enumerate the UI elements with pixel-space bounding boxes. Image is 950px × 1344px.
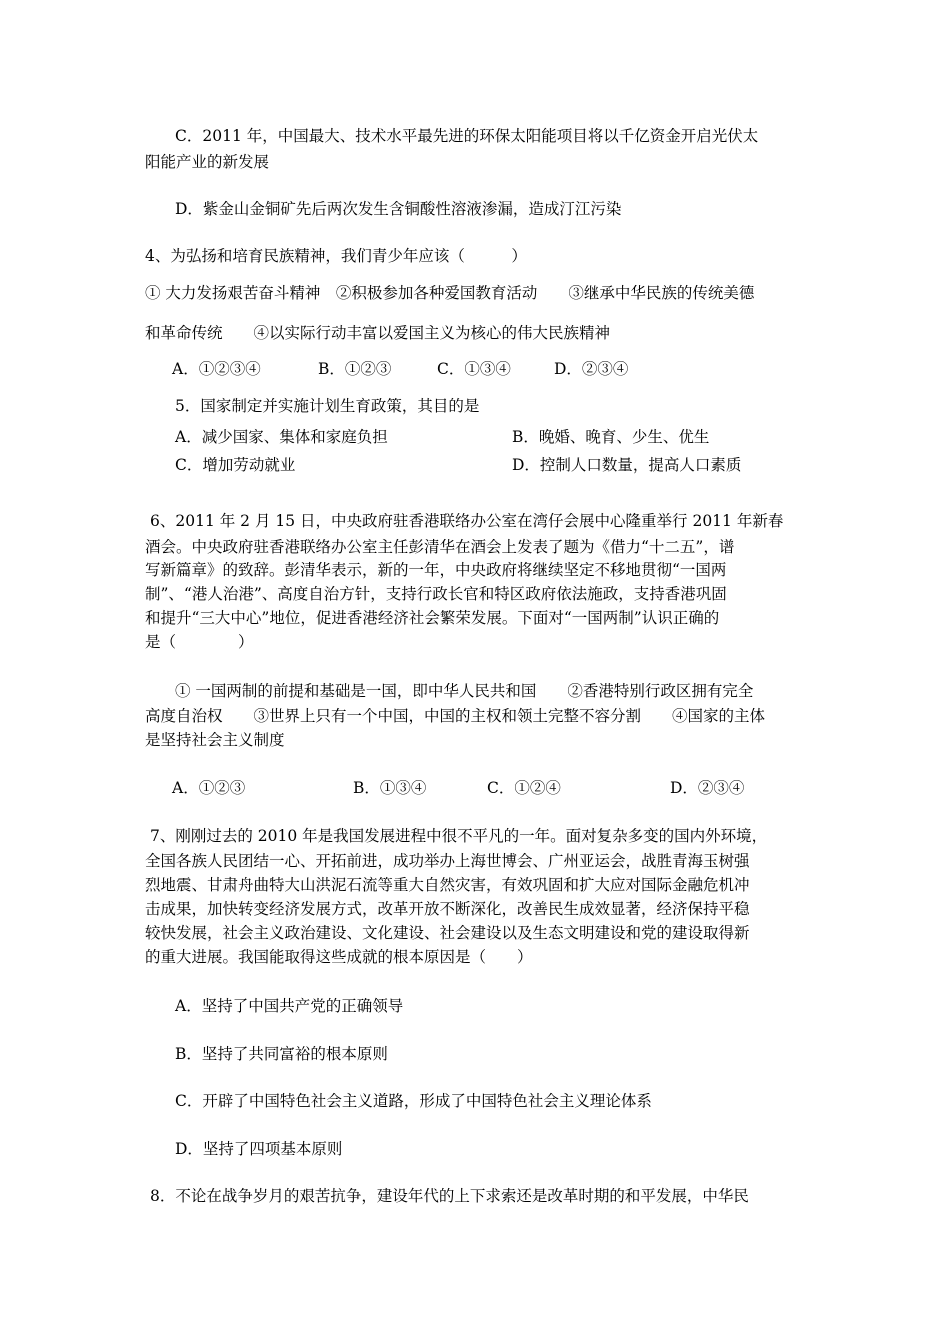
- q7-stem-line: 较快发展，社会主义政治建设、文化建设、社会建设以及生态文明建设和党的建设取得新: [145, 924, 750, 942]
- q7-stem-line: 7、刚刚过去的 2010 年是我国发展进程中很不平凡的一年。面对复杂多变的国内外环境，: [150, 827, 768, 845]
- q3-option-d: D．紫金山金铜矿先后两次发生含铜酸性溶液渗漏，造成汀江污染: [175, 200, 622, 218]
- q6-option-c: C．①②④: [487, 779, 561, 797]
- q6-statement-line: ① 一国两制的前提和基础是一国，即中华人民共和国 ②香港特别行政区拥有完全: [175, 682, 754, 700]
- q7-stem-line: 全国各族人民团结一心、开拓前进，成功举办上海世博会、广州亚运会，战胜青海玉树强: [145, 852, 750, 870]
- q6-stem-line: 和提升“三大中心”地位，促进香港经济社会繁荣发展。下面对“一国两制”认识正确的: [145, 609, 720, 627]
- q8-stem-line: 8．不论在战争岁月的艰苦抗争，建设年代的上下求索还是改革时期的和平发展，中华民: [150, 1187, 749, 1205]
- q6-stem-line: 写新篇章》的致辞。彭清华表示，新的一年，中央政府将继续坚定不移地贯彻“一国两: [145, 561, 727, 579]
- q3-option-c-line2: 阳能产业的新发展: [145, 153, 270, 171]
- q4-option-c: C．①③④: [437, 360, 511, 378]
- q7-option-b: B．坚持了共同富裕的根本原则: [175, 1045, 388, 1063]
- q4-option-d: D．②③④: [554, 360, 629, 378]
- q5-option-c: C．增加劳动就业: [175, 456, 296, 474]
- q6-option-d: D．②③④: [670, 779, 745, 797]
- q7-stem-line: 的重大进展。我国能取得这些成就的根本原因是（ ）: [145, 948, 533, 966]
- q5-stem: 5．国家制定并实施计划生育政策，其目的是: [175, 397, 480, 415]
- q5-option-d: D．控制人口数量，提高人口素质: [512, 456, 742, 474]
- q4-statements-line1: ① 大力发扬艰苦奋斗精神 ②积极参加各种爱国教育活动 ③继承中华民族的传统美德: [145, 284, 755, 302]
- q6-stem-line: 是（ ）: [145, 633, 254, 651]
- q4-option-b: B．①②③: [318, 360, 392, 378]
- q6-option-a: A．①②③: [172, 779, 246, 797]
- q3-option-c-line1: C．2011 年，中国最大、技术水平最先进的环保太阳能项目将以千亿资金开启光伏太: [175, 127, 759, 145]
- q7-stem-line: 烈地震、甘肃舟曲特大山洪泥石流等重大自然灾害，有效巩固和扩大应对国际金融危机冲: [145, 876, 750, 894]
- q4-option-a: A．①②③④: [172, 360, 261, 378]
- q7-stem-line: 击成果，加快转变经济发展方式，改革开放不断深化，改善民生成效显著，经济保持平稳: [145, 900, 750, 918]
- q7-option-c: C．开辟了中国特色社会主义道路，形成了中国特色社会主义理论体系: [175, 1092, 652, 1110]
- q6-statement-line: 高度自治权 ③世界上只有一个中国，中国的主权和领土完整不容分割 ④国家的主体: [145, 707, 766, 725]
- q5-option-b: B．晚婚、晚育、少生、优生: [512, 428, 710, 446]
- q5-option-a: A．减少国家、集体和家庭负担: [175, 428, 388, 446]
- q6-stem-line: 酒会。中央政府驻香港联络办公室主任彭清华在酒会上发表了题为《借力“十二五”，谱: [145, 538, 735, 556]
- q6-stem-line: 制”、“港人治港”、高度自治方针，支持行政长官和特区政府依法施政，支持香港巩固: [145, 585, 727, 603]
- q7-option-a: A．坚持了中国共产党的正确领导: [175, 997, 404, 1015]
- q4-statements-line2: 和革命传统 ④以实际行动丰富以爱国主义为核心的伟大民族精神: [145, 324, 611, 342]
- q6-stem-line: 6、2011 年 2 月 15 日，中央政府驻香港联络办公室在湾仔会展中心隆重举行 2011 年新春: [150, 512, 784, 530]
- q7-option-d: D．坚持了四项基本原则: [175, 1140, 343, 1158]
- q4-stem: 4、为弘扬和培育民族精神，我们青少年应该（ ）: [145, 247, 527, 265]
- q6-statement-line: 是坚持社会主义制度: [145, 731, 285, 749]
- q6-option-b: B．①③④: [353, 779, 427, 797]
